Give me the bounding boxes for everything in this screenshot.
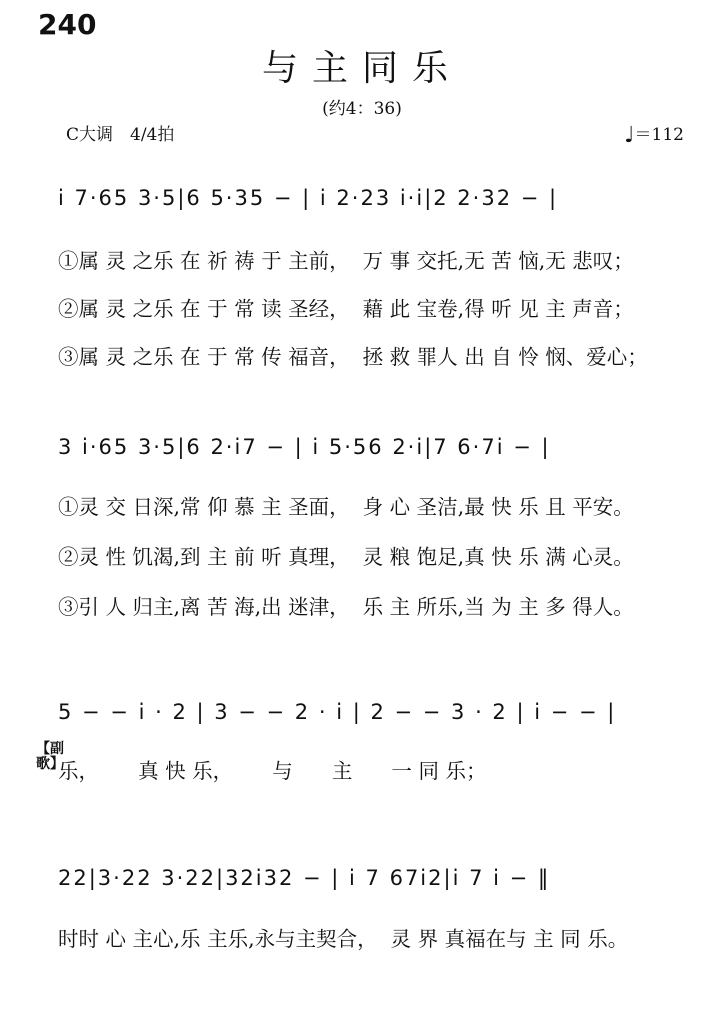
lyric-verse2-line1: ②属 灵 之乐 在 于 常 读 圣经， 藉 此 宝卷,得 听 见 主 声音； xyxy=(58,297,634,321)
lyric-final-line: 时时 心 主心,乐 主乐,永与主契合， 灵 界 真福在与 主 同 乐。 xyxy=(58,927,629,951)
tempo-marking xyxy=(624,120,684,148)
tempo-value: ＝112 xyxy=(634,125,684,145)
lyric-verse1-line2: ①灵 交 日深,常 仰 慕 主 圣面， 身 心 圣洁,最 快 乐 且 平安。 xyxy=(58,495,634,519)
notation-chorus: 5 − − i · 2 | 3 − − 2 · i | 2 − − 3 · 2 | i − − | xyxy=(58,700,617,724)
key-and-time-signature: C大调 4/4拍 xyxy=(66,125,175,145)
quarter-note-icon: ♩ xyxy=(624,123,635,148)
notation-line-4: 22|3·22 3·22|32i32 − | i 7 67i2|i 7 i − ‖ xyxy=(58,866,551,890)
lyric-verse2-line2: ②灵 性 饥渴,到 主 前 听 真理， 灵 粮 饱足,真 快 乐 满 心灵。 xyxy=(58,545,634,569)
lyric-verse3-line1: ③属 灵 之乐 在 于 常 传 福音， 拯 救 罪人 出 自 怜 悯、爱心； xyxy=(58,345,648,369)
lyric-chorus: 乐， 真 快 乐， 与 主 一 同 乐； xyxy=(58,759,487,783)
hymn-number: 240 xyxy=(38,8,97,41)
hymn-title: 与主同乐 xyxy=(261,48,462,89)
lyric-verse1-line1: ①属 灵 之乐 在 祈 祷 于 主前， 万 事 交托,无 苦 恼,无 悲叹； xyxy=(58,249,634,273)
notation-line-1: i 7·65 3·5|6 5·35 − | i 2·23 i·i|2 2·32 − | xyxy=(58,186,559,210)
chorus-label: 【副歌】 xyxy=(36,741,64,772)
lyric-verse3-line2: ③引 人 归主,离 苦 海,出 迷津， 乐 主 所乐,当 为 主 多 得人。 xyxy=(58,595,634,619)
scripture-reference: (约4：36) xyxy=(322,99,402,119)
notation-line-2: 3 i·65 3·5|6 2·i7 − | i 5·56 2·i|7 6·7i − | xyxy=(58,435,551,459)
